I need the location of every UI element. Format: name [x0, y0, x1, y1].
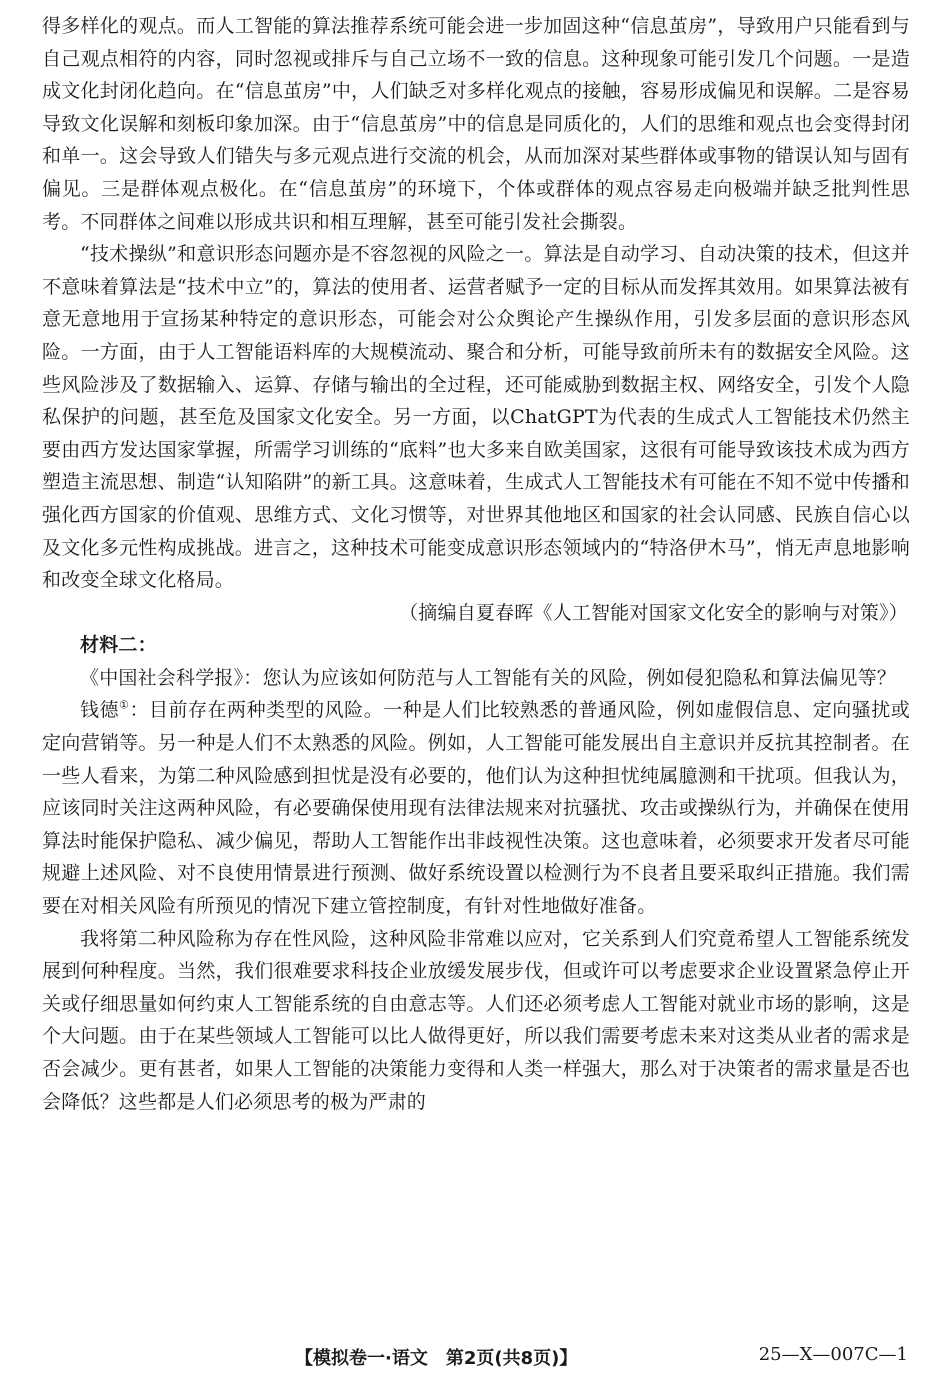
paragraph-existential-risk: 我将第二种风险称为存在性风险，这种风险非常难以应对，它关系到人们究竟希望人工智能系统发展到何种程度。当然，我们很难要求科技企业放缓发展步伐，但或许可以考虑要求企业设置紧急停止开关或仔细思量如何约束人工智能系统的自由意志等。人们还必须考虑人工智能对就业市场的影响，这是个大问题。由于在某些领域人工智能可以比人做得更好，所以我们需要考虑未来对这类从业者的需求是否会减少。更有甚者，如果人工智能的决策能力变得和人类一样强大，那么对于决策者的需求量是否也会降低？这些都是人们必须思考的极为严肃的 — [42, 927, 910, 1113]
answer-speaker: 钱德 — [80, 699, 120, 722]
material-two-heading: 材料二： — [80, 634, 157, 657]
interview-answer — [42, 694, 910, 922]
answer-text: ：目前存在两种类型的风险。一种是人们比较熟悉的普通风险，例如虚假信息、定向骚扰或定向营销等。另一种是人们不太熟悉的风险。例如，人工智能可能发展出自主意识并反抗其控制者。在一些人看来，为第二种风险感到担忧是没有必要的，他们认为这种担忧纯属臆测和干扰项。但我认为，应该同时关注这两种风险，有必要确保使用现有法律法规来对抗骚扰、攻击或操纵行为，并确保在使用算法时能保护隐私、减少偏见，帮助人工智能作出非歧视性决策。这也意味着，必须要求开发者尽可能规避上述风险、对不良使用情景进行预测、做好系统设置以检测行为不良者且要采取纠正措施。我们需要在对相关风险有所预见的情况下建立管控制度，有针对性地做好准备。 — [42, 699, 910, 918]
footer-page-info: 【模拟卷一·语文 第2页(共8页)】 — [295, 1348, 578, 1369]
interview-question: 《中国社会科学报》：您认为应该如何防范与人工智能有关的风险，例如侵犯隐私和算法偏见等？ — [80, 666, 897, 689]
article-body — [42, 10, 910, 1118]
footer-exam-code: 25—X—007C—1 — [758, 1344, 908, 1365]
page-footer — [0, 1344, 950, 1374]
paragraph-technical-manipulation: “技术操纵”和意识形态问题亦是不容忽视的风险之一。算法是自动学习、自动决策的技术，但这并不意味着算法是“技术中立”的，算法的使用者、运营者赋予一定的目标从而发挥其效用。如果算法被有意无意地用于宣扬某种特定的意识形态，可能会对公众舆论产生操纵作用，引发多层面的意识形态风险。一方面，由于人工智能语料库的大规模流动、聚合和分析，可能导致前所未有的数据安全风险。这些风险涉及了数据输入、运算、存储与输出的全过程，还可能威胁到数据主权、网络安全，引发个人隐私保护的问题，甚至危及国家文化安全。另一方面，以ChatGPT为代表的生成式人工智能技术仍然主要由西方发达国家掌握，所需学习训练的“底料”也大多来自欧美国家，这很有可能导致该技术成为西方塑造主流思想、制造“认知陷阱”的新工具。这意味着，生成式人工智能技术有可能在不知不觉中传播和强化西方国家的价值观、思维方式、文化习惯等，对世界其他地区和国家的社会认同感、民族自信心以及文化多元性构成挑战。进言之，这种技术可能变成意识形态领域内的“特洛伊木马”，悄无声息地影响和改变全球文化格局。 — [42, 243, 910, 592]
paragraph-information-cocoon-continued: 得多样化的观点。而人工智能的算法推荐系统可能会进一步加固这种“信息茧房”，导致用户只能看到与自己观点相符的内容，同时忽视或排斥与自己立场不一致的信息。这种现象可能引发几个问题。一是造成文化封闭化趋向。在“信息茧房”中，人们缺乏对多样化观点的接触，容易形成偏见和误解。二是容易导致文化误解和刻板印象加深。由于“信息茧房”中的信息是同质化的，人们的思维和观点也会变得封闭和单一。这会导致人们错失与多元观点进行交流的机会，从而加深对某些群体或事物的错误认知与固有偏见。三是群体观点极化。在“信息茧房”的环境下，个体或群体的观点容易走向极端并缺乏批判性思考。不同群体之间难以形成共识和相互理解，甚至可能引发社会撕裂。 — [42, 15, 910, 233]
footnote-marker: ① — [119, 699, 130, 713]
source-attribution: （摘编自夏春晖《人工智能对国家文化安全的影响与对策》） — [399, 601, 908, 624]
